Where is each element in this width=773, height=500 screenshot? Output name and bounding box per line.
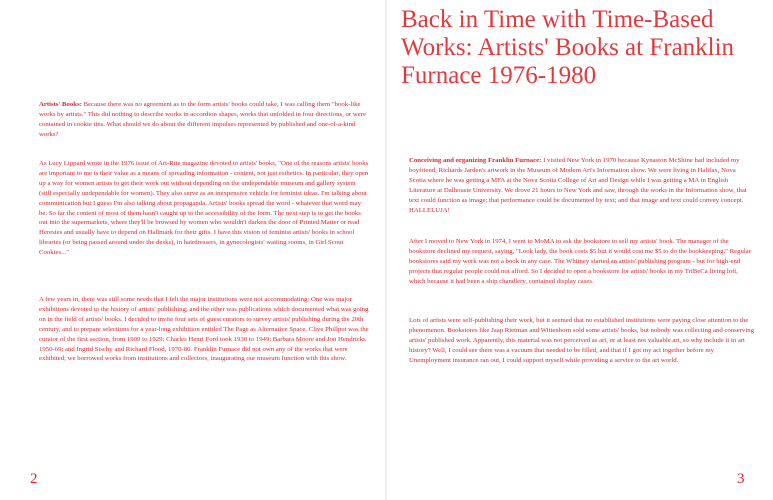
moma-bookstore-paragraph: After I moved to New York in 1974, I went to MoMA to ask the bookstore to sell my artists' book. The manager of the bookstore declined my request, saying, "Look lady, the book costs $5 but it would cost me $5 to do the bookkeeping." Regular bookstores said my work was not a book in any case. The Whitney started an artists' publishing program - but for high-end projects that regular people could not afford. So I decided to open a bookstore for artists' books in my TriBeCa living loft, which because it had been a ship chandlery, contained display cases.	[409, 238, 751, 285]
self-publishing-paragraph: Lots of artists were self-publishing their work, but it seemed that no established institutions were paying close attention to the phenomenon. Bookstores like Jaap Rietman and Wittenborn sold some artists' books, but nobody was collecting and conserving artists' published work. Apparently, this material was not perceived as art, or at least not valuable art, so why include it in art history? Well, I could see there was a vacuum that needed to be filled, and that if I got my act together before my Unemployment insurance ran out, I could support myself while providing a service to the art world.	[409, 317, 755, 364]
conceiving-heading: Conceiving and organizing Franklin Furnace:	[409, 157, 542, 164]
page-number-left: 2	[30, 471, 38, 487]
artists-books-heading: Artists' Books:	[39, 101, 82, 108]
lippard-quote-paragraph: As Lucy Lippard wrote in the 1976 issue of Art-Rite magazine devoted to artists' books, "One of the reasons artists' books are important to me is their value as a means of spreading information - content, not just esthetics. In particular, they open up a way for women artists to get their work out without depending on the undependable museum and gallery system (still especially undependable for women). They also serve as an inexpensive vehicle for feminist ideas. I'm talking about communication but I guess I'm also talking about propaganda. Artists' books spread the word - whatever that word may be. So far the content of most of them hasn't caught up to the accessibility of the form. The next step is to get the books out into the supermarkets, where they'll be browsed by women who wouldn't darken the door of Printed Matter or read Heresies and usually have to depend on Hallmark for their gifts. I have this vision of feminist artists' books in school libraries (or being passed around under the desks), in hairdressers, in gynecologists' waiting rooms, in Girl Scout Cookies..."	[39, 160, 369, 257]
conceiving-text: I visited New York in 1970 because Kynaston McShine had included my boyfriend, Richards Jarden's artwork in the Museum of Modern Art's Information show. We were living in Halifax, Nova Scotia where he was getting a MFA at the Nova Scotia College of Art and Design while I was getting a MA in English Literature at Dalhousie University. We drove 21 hours to New York and saw, through the works in the Information show, that text could function as image; that performance could be documented by text; and that image and text could convey concept. HALLELUJA!	[409, 157, 747, 214]
right-page	[387, 0, 773, 500]
exhibition-paragraph: A few years in, there was still some needs that I felt the major institutions were not accommodating: One was major exhibitions devoted to the history of artists' publishing; and the other was publications which documented what was going on in the field of artists' books. I decided to invite four sets of guest curators to survey artists' publishing during the 20th century, and to prepare selections for a year-long exhibition entitled The Page as Alternative Space. Clive Phillpot was the curator of the first section, from 1909 to 1929; Charles Henri Ford took 1930 to 1949; Barbara Moore and Jon Hendricks 1950-69; and Ingrid Sischy and Richard Flood, 1970-80. Franklin Furnace did not own any of the works that were exhibited; we borrowed works from institutions and collectors, inaugurating our museum function with this show.	[39, 296, 369, 363]
conceiving-paragraph	[409, 156, 754, 215]
left-page	[0, 0, 386, 500]
page-title: Back in Time with Time-Based Works: Artists' Books at Franklin Furnace 1976-1980	[401, 6, 735, 89]
page-number-right: 3	[737, 471, 745, 487]
artists-books-text: Because there was no agreement as to the form artists' books could take, I was calling them "book-like works by artists." This did nothing to describe works in accordion shapes, works that unfolded in four directions, or were contained in cookie tins. What should we do about the different impulses represented by published and one-of-a-kind works?	[39, 101, 366, 138]
artists-books-paragraph	[39, 100, 369, 140]
